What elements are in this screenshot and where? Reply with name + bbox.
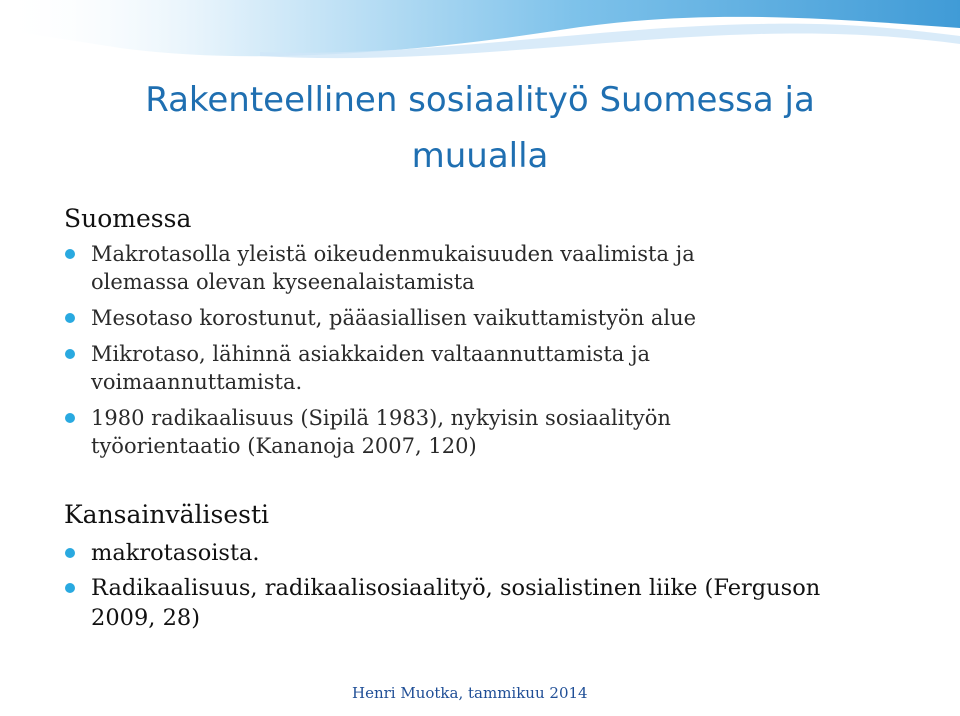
bullet-list-suomessa (64, 240, 914, 468)
bullet-dot-icon (65, 249, 75, 259)
bullet-dot-icon (65, 583, 75, 593)
bullet-item (64, 340, 914, 396)
bullet-item (64, 240, 914, 296)
section-heading-kansainvalisesti: Kansainvälisesti (64, 500, 270, 529)
footer-author-date: Henri Muotka, tammikuu 2014 (352, 684, 588, 702)
bullet-text: 2009, 28) (91, 605, 200, 631)
bullet-dot-icon (65, 413, 75, 423)
bullet-text: Mesotaso korostunut, pääasiallisen vaikuttamistyön alue (91, 306, 697, 330)
bullet-item (64, 538, 914, 568)
section-heading-suomessa: Suomessa (64, 204, 192, 233)
bullet-dot-icon (65, 548, 75, 558)
bullet-text: 1980 radikaalisuus (Sipilä 1983), nykyisin sosiaalityön (91, 406, 671, 430)
bullet-text: työorientaatio (Kananoja 2007, 120) (91, 434, 477, 458)
bullet-text: makrotasoista. (91, 540, 260, 566)
bullet-text: Radikaalisuus, radikaalisosiaalityö, sosialistinen liike (Ferguson (91, 575, 821, 601)
bullet-item (64, 304, 914, 332)
slide-title-line-1: Rakenteellinen sosiaalityö Suomessa ja (145, 80, 815, 120)
header-wave-decoration (0, 0, 960, 90)
slide-title-line-2: muualla (411, 136, 549, 176)
bullet-item (64, 573, 914, 633)
bullet-list-kansainvalisesti (64, 538, 914, 638)
bullet-text: Makrotasolla yleistä oikeudenmukaisuuden vaalimista ja (91, 242, 695, 266)
bullet-text: Mikrotaso, lähinnä asiakkaiden valtaannuttamista ja (91, 342, 650, 366)
bullet-text: voimaannuttamista. (91, 370, 303, 394)
bullet-text: olemassa olevan kyseenalaistamista (91, 270, 475, 294)
bullet-dot-icon (65, 313, 75, 323)
bullet-dot-icon (65, 349, 75, 359)
bullet-item (64, 404, 914, 460)
